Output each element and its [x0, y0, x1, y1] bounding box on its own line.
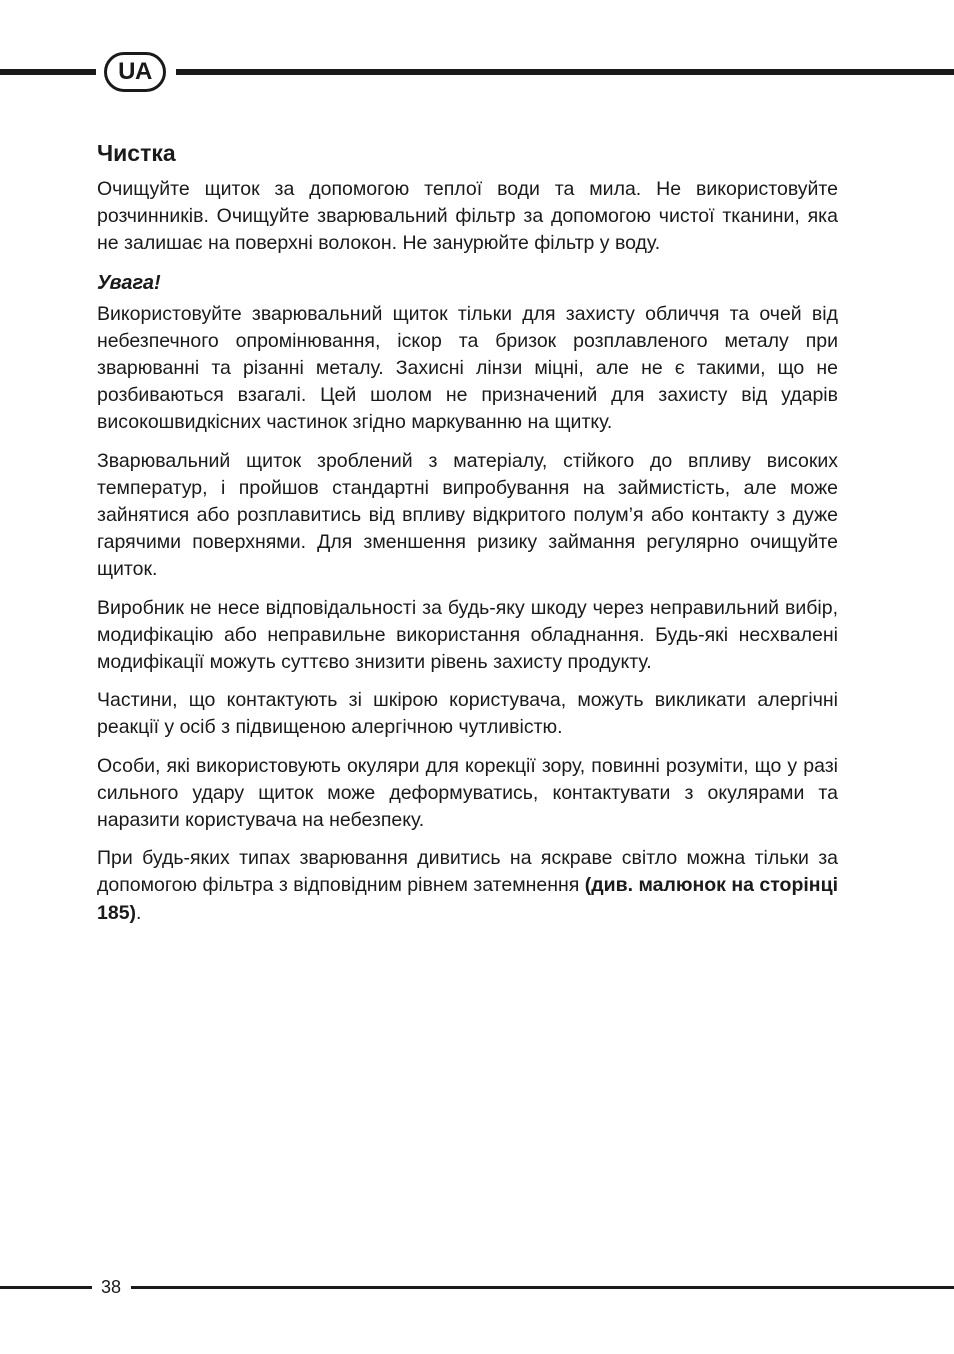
language-code: UA — [118, 58, 152, 85]
figure-reference: (див. малюнок на сторінці 185) — [97, 874, 838, 924]
warning-paragraph-6 — [97, 845, 838, 927]
warning-paragraph-2: Зварювальний щиток зроблений з матеріалу, стійкого до впливу високих температур, і пройшов стандартні випробування на займистість, але може зайнятися або розплавитись від впливу відкритого полум’я або контакту з дуже гарячими поверхнями. Для зменшення ризику займання регулярно очищуйте щиток. — [97, 449, 838, 581]
warning-paragraph-3: Виробник не несе відповідальності за будь-яку шкоду через неправильний вибір, модифікацію або неправильне використання обладнання. Будь-які несхвалені модифікації можуть суттєво знизити рівень захисту продукту. — [97, 596, 838, 674]
language-badge — [104, 52, 166, 92]
footer-rule-right — [131, 1286, 954, 1289]
warning-paragraph-4: Частини, що контактують зі шкірою користувача, можуть викликати алергічні реакції у осіб з підвищеною алергічною чутливістю. — [97, 689, 838, 739]
warning-paragraph-5: Особи, які використовують окуляри для корекції зору, повинні розуміти, що у разі сильного удару щиток може деформуватись, контактувати з окулярами та наразити користувача на небезпеку. — [97, 754, 838, 832]
page-content — [97, 136, 838, 938]
page-number: 38 — [101, 1277, 122, 1297]
cleaning-paragraph: Очищуйте щиток за допомогою теплої води та мила. Не використовуйте розчинників. Очищуйте зварювальний фільтр за допомогою чистої тканини, яка не залишає на поверхні волокон. Не занурюйте фільтр у воду. — [97, 178, 838, 255]
warning-title: Увага! — [97, 271, 161, 294]
warning-paragraph-6-end: . — [136, 901, 142, 924]
footer-rule-left — [0, 1286, 92, 1289]
header-rule-left — [0, 69, 96, 75]
warning-paragraph-1: Використовуйте зварювальний щиток тільки для захисту обличчя та очей від небезпечного опромінювання, іскор та бризок розплавленого металу при зварюванні та різанні металу. Захисні лінзи міцні, але не є такими, що не розбиваються взагалі. Цей шолом не призначений для захисту від ударів високошвидкісних частинок згідно маркуванню на щитку. — [97, 302, 838, 434]
header-rule-right — [176, 69, 954, 75]
section-title: Чистка — [97, 140, 176, 166]
warning-paragraph-6-text: При будь-яких типах зварювання дивитись на яскраве світло можна тільки за допомогою фільтра з відповідним рівнем затемнення — [97, 847, 838, 897]
